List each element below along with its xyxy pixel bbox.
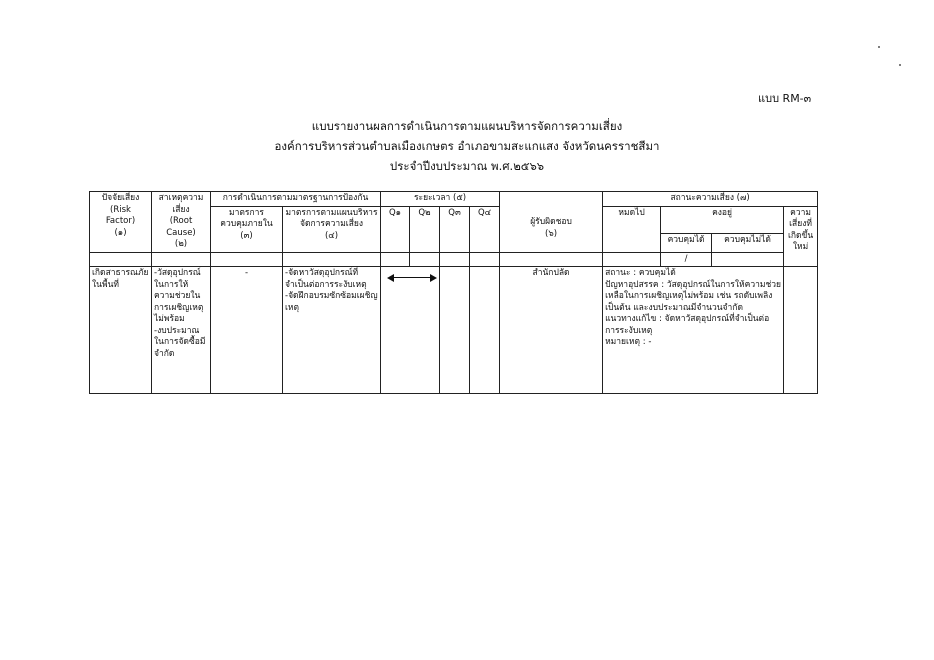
spacer-cell — [712, 252, 784, 267]
header-q3: Q๓ — [440, 206, 470, 252]
cell-q3 — [440, 267, 470, 394]
spacer-cell — [603, 252, 661, 267]
header-status-group: สถานะความเสี่ยง (๗) — [603, 192, 818, 207]
report-titles — [0, 116, 934, 176]
header-risk-plan: มาตรการตามแผนบริหาร จัดการความเสี่ยง (๔) — [283, 206, 381, 252]
header-new-risk: ความเสี่ยงที่ เกิดขึ้นใหม่ — [784, 206, 818, 267]
form-code: แบบ RM-๓ — [758, 92, 812, 105]
check-mark-controllable: / — [661, 252, 712, 267]
header-timeframe-group: ระยะเวลา (๕) — [381, 192, 500, 207]
cell-risk-factor: เกิดสาธารณภัยในพื้นที่ — [90, 267, 152, 394]
report-title: แบบรายงานผลการดำเนินการตามแผนบริหารจัดการความเสี่ยง — [311, 119, 623, 133]
cell-q4 — [470, 267, 500, 394]
cell-risk-plan: -จัดหาวัสดุอุปกรณ์ที่จำเป็นต่อการระงับเหตุ -จัดฝึกอบรมซักซ้อมเผชิญเหตุ — [283, 267, 381, 394]
header-responsible: ผู้รับผิดชอบ (๖) — [500, 192, 603, 253]
spacer-cell — [283, 252, 381, 267]
header-remaining: คงอยู่ — [661, 206, 784, 233]
cell-internal-control: - — [211, 267, 283, 394]
spacer-cell — [500, 252, 603, 267]
spacer-cell — [211, 252, 283, 267]
header-risk-factor: ปัจจัยเสี่ยง (Risk Factor) (๑) — [90, 192, 152, 253]
header-standard-group: การดำเนินการตามมาตรฐานการป้องกัน — [211, 192, 381, 207]
header-uncontrollable: ควบคุมไม่ได้ — [712, 233, 784, 252]
spacer-cell — [440, 252, 470, 267]
cell-new-risk — [784, 267, 818, 394]
table-row — [90, 267, 818, 394]
header-q4: Q๔ — [470, 206, 500, 252]
header-resolved: หมดไป — [603, 206, 661, 252]
risk-report-table — [89, 191, 818, 394]
header-controllable: ควบคุมได้ — [661, 233, 712, 252]
header-internal-control: มาตรการ ควบคุมภายใน (๓) — [211, 206, 283, 252]
spacer-cell — [381, 252, 410, 267]
spacer-cell — [152, 252, 211, 267]
scan-speck — [899, 64, 901, 66]
cell-timeline-q1-q2 — [381, 267, 440, 394]
scan-speck — [878, 46, 880, 48]
cell-status-details: สถานะ : ควบคุมได้ ปัญหาอุปสรรค : วัสดุอุปกรณ์ในการให้ความช่วยเหลือในการเผชิญเหตุไม่พร้อม เช่น รถดับเพลิง เป็นต้น และงบประมาณมีจำนวนจำกัด แนวทางแก้ไข : จัดหาวัสดุอุปกรณ์ที่จำเป็นต่อการระงับเหตุ หมายเหตุ : - — [603, 267, 784, 394]
spacer-cell — [410, 252, 440, 267]
spacer-cell — [470, 252, 500, 267]
header-q2: Q๒ — [410, 206, 440, 252]
header-root-cause: สาเหตุความ เสี่ยง (Root Cause) (๒) — [152, 192, 211, 253]
organization-name: องค์การบริหารส่วนตำบลเมืองเกษตร อำเภอขามสะแกแสง จังหวัดนครราชสีมา — [274, 139, 660, 153]
cell-responsible: สำนักปลัด — [500, 267, 603, 394]
timeline-arrow — [389, 277, 435, 278]
fiscal-year: ประจำปีงบประมาณ พ.ศ.๒๕๖๖ — [389, 159, 545, 173]
cell-root-cause: -วัสดุอุปกรณ์ในการให้ความช่วยในการเผชิญเหตุไม่พร้อม -งบประมาณในการจัดซื้อมีจำกัด — [152, 267, 211, 394]
spacer-cell — [90, 252, 152, 267]
header-q1: Q๑ — [381, 206, 410, 252]
